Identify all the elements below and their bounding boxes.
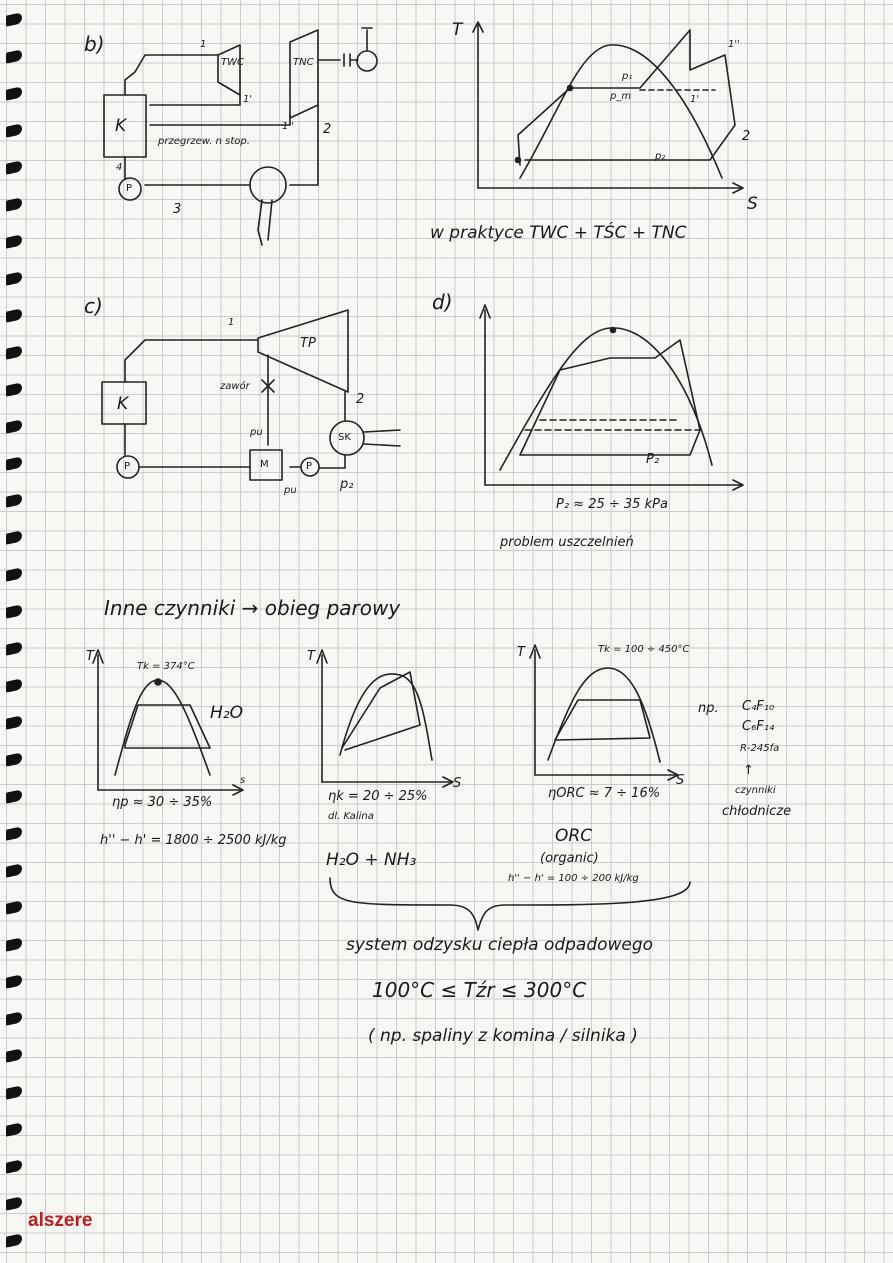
section-c-label: c) [84, 294, 103, 318]
d-pressure: P₂ ≈ 25 ÷ 35 kPa [556, 497, 668, 512]
fluid-caption-1: czynniki [735, 785, 776, 796]
tnc-label: TNC [293, 57, 314, 68]
ts-b-pm: p_m [610, 91, 632, 102]
d3-name: ORC [555, 826, 593, 846]
sk-label: SK [338, 432, 351, 443]
condenser-circle [250, 167, 286, 203]
fluid-item-1: C₄F₁₀ [742, 699, 775, 714]
d2-s-axis: S [453, 776, 462, 791]
pt-1-c: 1 [228, 317, 235, 328]
turbine-twc [218, 45, 240, 95]
d3-eff: ηORC ≈ 7 ÷ 16% [548, 786, 661, 801]
pump-c-left: P [124, 461, 131, 472]
ts-b-p1: p₁ [622, 71, 633, 82]
fluids-prefix: np. [698, 701, 719, 716]
mixer-label: M [260, 459, 269, 470]
d1-eff: ηp ≈ 30 ÷ 35% [112, 795, 213, 810]
practice-note: w praktyce TWC + TŚC + TNC [430, 223, 687, 243]
turbine-tp [258, 310, 348, 392]
fluid-item-2: C₆F₁₄ [742, 719, 775, 734]
ts-diagram-d [480, 305, 743, 490]
d-p2-label: P₂ [646, 452, 660, 467]
saturation-dome-b [520, 45, 722, 178]
d3-dh: h'' − h' = 100 ÷ 200 kJ/kg [508, 873, 639, 884]
d1-fluid: H₂O [210, 703, 243, 723]
generator-circle [357, 51, 377, 71]
d1-s-axis: s [240, 775, 246, 786]
waste-heat-line3: ( np. spaliny z komina / silnika ) [368, 1026, 638, 1046]
pt-4-b: 4 [116, 162, 123, 173]
twc-label: TWC [221, 57, 244, 68]
d3-tk: Tk = 100 ÷ 450°C [598, 644, 690, 655]
pt-2-c: 2 [356, 392, 365, 407]
ts-b-1p: 1' [690, 94, 700, 105]
ts-b-1pp: 1'' [728, 39, 740, 50]
ts-b-p2: p₂ [655, 151, 666, 162]
pump-c-right: P [306, 461, 313, 472]
pt-1p-b: 1' [243, 94, 253, 105]
ts-diagram-kalina [317, 650, 453, 787]
waste-heat-line1: system odzysku ciepła odpadowego [346, 935, 654, 955]
ts-b-axis-t: T [452, 20, 463, 40]
d2-name: dl. Kalina [328, 811, 374, 822]
tp-label: TP [300, 336, 316, 351]
pump-b-label: P [126, 183, 133, 194]
pt-1-b: 1 [200, 39, 207, 50]
boiler-c-label: K [117, 394, 129, 414]
ts-diagram-orc [530, 645, 678, 780]
pt-1pp-b: 1'' [282, 121, 294, 132]
reheat-note: przegrzew. n stop. [158, 136, 250, 147]
d3-t-axis: T [517, 645, 525, 660]
curly-brace [330, 878, 690, 930]
d1-tk: Tk = 374°C [137, 661, 195, 672]
fluid-caption-2: chłodnicze [722, 804, 792, 819]
section-d-label: d) [432, 290, 453, 314]
d2-eff: ηk = 20 ÷ 25% [328, 789, 428, 804]
fluid-item-3: R-245fa [740, 743, 780, 754]
boiler-b-label: K [115, 116, 127, 136]
valve-label: zawór [220, 381, 250, 392]
watermark-logo: alszere [28, 1210, 93, 1231]
turbine-tnc [290, 30, 318, 118]
fluid-arrow: ↑ [743, 763, 754, 778]
d3-s-axis: S [676, 773, 685, 788]
d2-t-axis: T [307, 649, 315, 664]
d2-mixture: H₂O + NH₃ [326, 850, 417, 870]
ts-b-axis-s: S [747, 194, 758, 214]
ts-b-2: 2 [742, 129, 751, 144]
waste-heat-line2: 100°C ≤ Tźr ≤ 300°C [372, 978, 587, 1002]
saturation-dome-d [500, 328, 712, 470]
pt-2-b: 2 [323, 122, 332, 137]
p2-c-label: p₂ [340, 477, 354, 492]
ts-diagram-b [473, 22, 743, 193]
section-b-label: b) [84, 32, 105, 56]
d1-t-axis: T [86, 649, 94, 664]
d3-expansion: (organic) [540, 851, 599, 866]
other-fluids-heading: Inne czynniki → obieg parowy [104, 596, 401, 620]
pt-3-b: 3 [173, 202, 182, 217]
pu-label-left: pu [250, 427, 263, 438]
d1-dh: h'' − h' = 1800 ÷ 2500 kJ/kg [100, 833, 287, 848]
pu-label-right: pu [284, 485, 297, 496]
d-problem: problem uszczelnień [500, 535, 634, 550]
